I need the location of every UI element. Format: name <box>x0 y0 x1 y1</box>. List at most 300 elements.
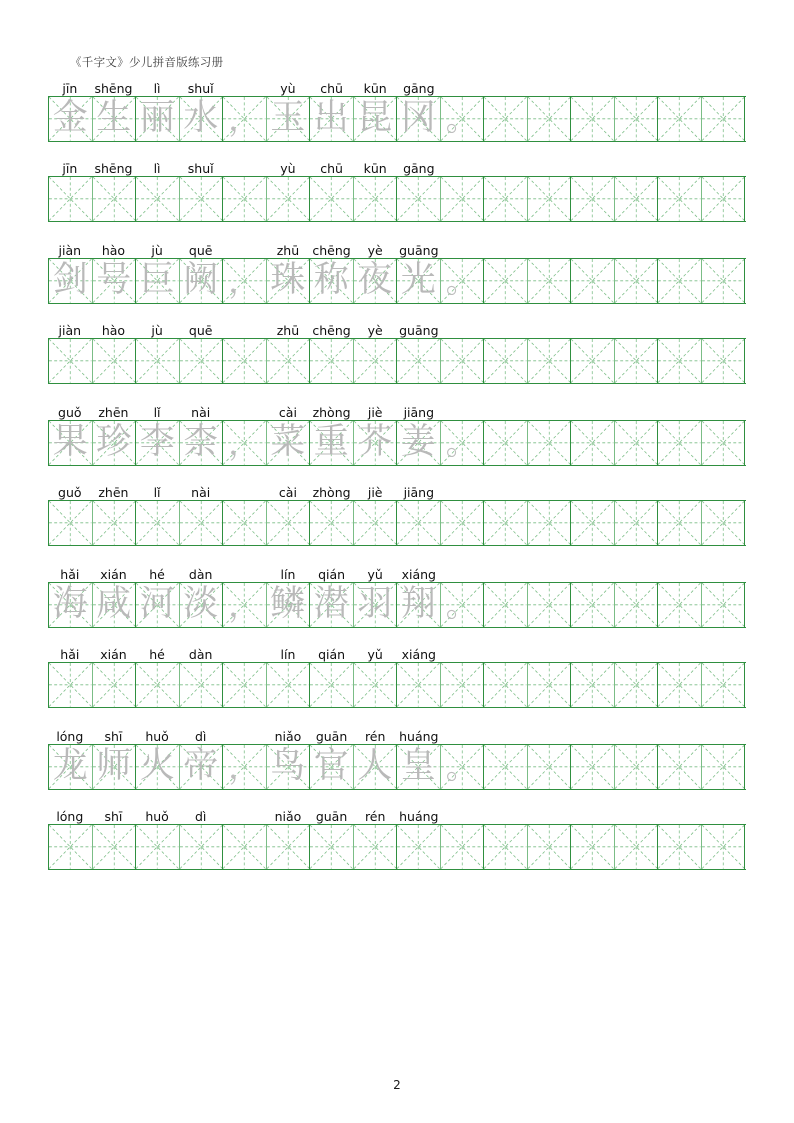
grid-cell[interactable] <box>528 421 572 465</box>
pinyin-syllable: qián <box>318 567 346 582</box>
grid-cell[interactable] <box>310 177 354 221</box>
pinyin-syllable: shuǐ <box>187 161 214 176</box>
traced-character: 龙 <box>52 746 88 787</box>
grid-cell[interactable] <box>93 825 137 869</box>
pinyin-syllable: yè <box>367 323 383 338</box>
practice-block <box>48 560 746 640</box>
grid-cell[interactable] <box>267 501 311 545</box>
grid-cell[interactable] <box>267 745 311 789</box>
traced-punctuation: ， <box>228 585 261 624</box>
grid-cell[interactable] <box>267 825 311 869</box>
pinyin-syllable: shī <box>104 809 123 824</box>
traced-punctuation: ， <box>228 99 261 138</box>
traced-character: 夜 <box>357 260 393 301</box>
grid-cell[interactable] <box>615 339 659 383</box>
grid-cell[interactable] <box>484 663 528 707</box>
pinyin-syllable: yù <box>280 81 296 96</box>
grid-cell[interactable] <box>93 421 137 465</box>
grid-cell[interactable] <box>180 97 224 141</box>
grid-cell[interactable] <box>354 583 398 627</box>
grid-cell[interactable] <box>93 501 137 545</box>
grid-cell[interactable] <box>484 745 528 789</box>
traced-character-row[interactable] <box>48 744 746 790</box>
pinyin-syllable: chū <box>320 161 343 176</box>
pinyin-syllable: yù <box>280 161 296 176</box>
grid-cell[interactable] <box>702 663 746 707</box>
grid-cell[interactable] <box>658 259 702 303</box>
grid-cell[interactable] <box>354 177 398 221</box>
pinyin-syllable: zhēn <box>98 405 129 420</box>
grid-cell[interactable] <box>571 825 615 869</box>
grid-cell[interactable] <box>310 825 354 869</box>
traced-character: 羽 <box>357 584 393 625</box>
pinyin-row <box>48 640 746 662</box>
grid-cell[interactable] <box>267 339 311 383</box>
traced-punctuation: 。 <box>445 585 478 624</box>
grid-cell[interactable] <box>223 825 267 869</box>
grid-cell[interactable] <box>354 339 398 383</box>
grid-cell[interactable] <box>484 501 528 545</box>
grid-cell[interactable] <box>93 259 137 303</box>
grid-cell[interactable] <box>571 745 615 789</box>
practice-block <box>48 722 746 802</box>
grid-cell[interactable] <box>702 97 746 141</box>
practice-block <box>48 802 746 884</box>
grid-cell[interactable] <box>397 825 441 869</box>
pinyin-syllable: jiè <box>367 485 383 500</box>
grid-cell[interactable] <box>615 259 659 303</box>
traced-character: 海 <box>52 584 88 625</box>
traced-character: 鸟 <box>270 746 306 787</box>
grid-cell[interactable] <box>615 825 659 869</box>
grid-cell[interactable] <box>93 339 137 383</box>
page-number: 2 <box>393 1078 401 1092</box>
grid-cell[interactable] <box>702 583 746 627</box>
grid-cell[interactable] <box>49 97 93 141</box>
practice-block <box>48 316 746 398</box>
grid-cell[interactable] <box>615 177 659 221</box>
grid-cell[interactable] <box>93 745 137 789</box>
blank-practice-row[interactable] <box>48 824 746 870</box>
grid-cell[interactable] <box>528 259 572 303</box>
pinyin-syllable: guǒ <box>58 485 82 500</box>
grid-cell[interactable] <box>571 177 615 221</box>
pinyin-row <box>48 74 746 96</box>
grid-cell[interactable] <box>354 259 398 303</box>
traced-character: 火 <box>139 746 175 787</box>
traced-character-row[interactable] <box>48 420 746 466</box>
grid-cell[interactable] <box>658 421 702 465</box>
traced-punctuation: 。 <box>445 747 478 786</box>
pinyin-syllable: lóng <box>56 729 84 744</box>
pinyin-syllable: xián <box>100 647 127 662</box>
pinyin-syllable: cài <box>278 405 297 420</box>
row-spacer <box>48 546 746 560</box>
grid-cell[interactable] <box>180 745 224 789</box>
pinyin-row <box>48 802 746 824</box>
grid-cell[interactable] <box>49 501 93 545</box>
practice-block <box>48 398 746 478</box>
grid-cell[interactable] <box>136 421 180 465</box>
grid-cell[interactable] <box>180 663 224 707</box>
pinyin-syllable: niǎo <box>274 809 302 824</box>
grid-cell[interactable] <box>267 259 311 303</box>
grid-cell[interactable] <box>658 825 702 869</box>
grid-cell[interactable] <box>136 663 180 707</box>
practice-block <box>48 640 746 722</box>
grid-cell[interactable] <box>397 259 441 303</box>
grid-cell[interactable] <box>571 583 615 627</box>
pinyin-syllable: nài <box>191 405 211 420</box>
grid-cell[interactable] <box>441 259 485 303</box>
pinyin-syllable: lì <box>153 161 161 176</box>
grid-cell[interactable] <box>310 339 354 383</box>
grid-cell[interactable] <box>441 663 485 707</box>
blank-practice-row[interactable] <box>48 338 746 384</box>
grid-cell[interactable] <box>223 421 267 465</box>
traced-character: 菜 <box>270 422 306 463</box>
traced-character: 师 <box>96 746 132 787</box>
row-spacer <box>48 142 746 154</box>
grid-cell[interactable] <box>658 501 702 545</box>
row-spacer <box>48 790 746 802</box>
traced-character: 李 <box>139 422 175 463</box>
pinyin-syllable: huǒ <box>145 809 169 824</box>
grid-cell[interactable] <box>441 339 485 383</box>
grid-cell[interactable] <box>180 501 224 545</box>
grid-cell[interactable] <box>223 745 267 789</box>
grid-cell[interactable] <box>354 421 398 465</box>
grid-cell[interactable] <box>310 97 354 141</box>
grid-cell[interactable] <box>484 97 528 141</box>
pinyin-syllable: quē <box>188 243 213 258</box>
row-spacer <box>48 708 746 722</box>
traced-character-row[interactable] <box>48 582 746 628</box>
grid-cell[interactable] <box>49 825 93 869</box>
traced-character: 金 <box>52 98 88 139</box>
traced-character: 剑 <box>52 260 88 301</box>
grid-cell[interactable] <box>702 421 746 465</box>
pinyin-syllable: jiāng <box>403 485 435 500</box>
grid-cell[interactable] <box>310 745 354 789</box>
grid-cell[interactable] <box>441 745 485 789</box>
grid-cell[interactable] <box>310 501 354 545</box>
traced-character: 河 <box>139 584 175 625</box>
traced-character: 帝 <box>183 746 219 787</box>
pinyin-syllable: lín <box>280 647 296 662</box>
grid-cell[interactable] <box>223 97 267 141</box>
grid-cell[interactable] <box>354 501 398 545</box>
pinyin-syllable: chēng <box>312 323 351 338</box>
pinyin-syllable: jiàn <box>58 243 82 258</box>
pinyin-syllable: dì <box>194 809 207 824</box>
pinyin-syllable: gāng <box>403 161 435 176</box>
traced-character: 鳞 <box>270 584 306 625</box>
grid-cell[interactable] <box>223 339 267 383</box>
grid-cell[interactable] <box>658 663 702 707</box>
grid-cell[interactable] <box>223 259 267 303</box>
pinyin-syllable: hǎi <box>60 567 80 582</box>
traced-character: 芥 <box>357 422 393 463</box>
grid-cell[interactable] <box>136 745 180 789</box>
grid-cell[interactable] <box>484 339 528 383</box>
grid-cell[interactable] <box>223 501 267 545</box>
grid-cell[interactable] <box>136 97 180 141</box>
page-header-title: 《千字文》少儿拼音版练习册 <box>70 55 224 69</box>
grid-cell[interactable] <box>267 421 311 465</box>
pinyin-syllable: hǎi <box>60 647 80 662</box>
pinyin-syllable: jīn <box>62 81 78 96</box>
traced-character: 巨 <box>139 260 175 301</box>
pinyin-syllable: dàn <box>188 647 213 662</box>
grid-cell[interactable] <box>223 177 267 221</box>
pinyin-syllable: kūn <box>363 161 387 176</box>
grid-cell[interactable] <box>702 177 746 221</box>
grid-cell[interactable] <box>484 825 528 869</box>
grid-cell[interactable] <box>658 177 702 221</box>
pinyin-syllable: rén <box>364 729 386 744</box>
pinyin-syllable: rén <box>364 809 386 824</box>
grid-cell[interactable] <box>484 259 528 303</box>
traced-character: 官 <box>313 746 349 787</box>
grid-cell[interactable] <box>615 501 659 545</box>
pinyin-syllable: gāng <box>403 81 435 96</box>
row-spacer <box>48 384 746 398</box>
pinyin-syllable: cài <box>278 485 297 500</box>
blank-practice-row[interactable] <box>48 662 746 708</box>
pinyin-syllable: guāng <box>399 243 439 258</box>
grid-cell[interactable] <box>528 583 572 627</box>
traced-punctuation: ， <box>228 261 261 300</box>
grid-cell[interactable] <box>658 339 702 383</box>
traced-character: 姜 <box>400 422 436 463</box>
grid-cell[interactable] <box>615 583 659 627</box>
pinyin-syllable: niǎo <box>274 729 302 744</box>
grid-cell[interactable] <box>702 259 746 303</box>
grid-cell[interactable] <box>180 259 224 303</box>
pinyin-syllable: hào <box>101 323 126 338</box>
traced-character: 出 <box>313 98 349 139</box>
grid-cell[interactable] <box>310 663 354 707</box>
grid-cell[interactable] <box>528 177 572 221</box>
traced-character: 柰 <box>183 422 219 463</box>
traced-character: 生 <box>96 98 132 139</box>
pinyin-syllable: zhū <box>276 243 300 258</box>
grid-cell[interactable] <box>267 583 311 627</box>
traced-character: 人 <box>357 746 393 787</box>
grid-cell[interactable] <box>180 339 224 383</box>
pinyin-syllable: guān <box>315 809 348 824</box>
grid-cell[interactable] <box>354 663 398 707</box>
grid-cell[interactable] <box>397 583 441 627</box>
traced-character: 咸 <box>96 584 132 625</box>
blank-practice-row[interactable] <box>48 176 746 222</box>
grid-cell[interactable] <box>441 583 485 627</box>
traced-character: 淡 <box>183 584 219 625</box>
grid-cell[interactable] <box>571 339 615 383</box>
grid-cell[interactable] <box>702 339 746 383</box>
pinyin-syllable: jù <box>151 243 163 258</box>
traced-character: 潜 <box>313 584 349 625</box>
pinyin-syllable: hé <box>149 647 165 662</box>
grid-cell[interactable] <box>49 583 93 627</box>
grid-cell[interactable] <box>528 663 572 707</box>
grid-cell[interactable] <box>136 825 180 869</box>
pinyin-syllable: huǒ <box>145 729 169 744</box>
grid-cell[interactable] <box>441 501 485 545</box>
grid-cell[interactable] <box>441 177 485 221</box>
grid-cell[interactable] <box>528 97 572 141</box>
grid-cell[interactable] <box>93 97 137 141</box>
pinyin-syllable: guǒ <box>58 405 82 420</box>
grid-cell[interactable] <box>223 663 267 707</box>
pinyin-syllable: chēng <box>312 243 351 258</box>
practice-block <box>48 236 746 316</box>
pinyin-syllable: zhēn <box>98 485 129 500</box>
traced-character: 昆 <box>357 98 393 139</box>
grid-cell[interactable] <box>397 421 441 465</box>
grid-cell[interactable] <box>93 583 137 627</box>
pinyin-syllable: shī <box>104 729 123 744</box>
grid-cell[interactable] <box>571 663 615 707</box>
grid-cell[interactable] <box>397 339 441 383</box>
row-spacer <box>48 870 746 884</box>
grid-cell[interactable] <box>397 745 441 789</box>
grid-cell[interactable] <box>136 501 180 545</box>
grid-cell[interactable] <box>397 177 441 221</box>
traced-character: 号 <box>96 260 132 301</box>
grid-cell[interactable] <box>310 259 354 303</box>
grid-cell[interactable] <box>702 745 746 789</box>
pinyin-syllable: dàn <box>188 567 213 582</box>
grid-cell[interactable] <box>484 583 528 627</box>
grid-cell[interactable] <box>441 825 485 869</box>
traced-punctuation: 。 <box>445 423 478 462</box>
pinyin-syllable: guān <box>315 729 348 744</box>
grid-cell[interactable] <box>136 177 180 221</box>
pinyin-syllable: lì <box>153 81 161 96</box>
pinyin-syllable: guāng <box>399 323 439 338</box>
grid-cell[interactable] <box>397 501 441 545</box>
grid-cell[interactable] <box>528 339 572 383</box>
grid-cell[interactable] <box>136 339 180 383</box>
grid-cell[interactable] <box>702 825 746 869</box>
grid-cell[interactable] <box>615 421 659 465</box>
row-spacer <box>48 466 746 478</box>
grid-cell[interactable] <box>615 745 659 789</box>
grid-cell[interactable] <box>180 421 224 465</box>
grid-cell[interactable] <box>441 97 485 141</box>
traced-character: 水 <box>183 98 219 139</box>
pinyin-row <box>48 398 746 420</box>
practice-block <box>48 478 746 560</box>
grid-cell[interactable] <box>354 745 398 789</box>
grid-cell[interactable] <box>571 501 615 545</box>
blank-practice-row[interactable] <box>48 500 746 546</box>
grid-cell[interactable] <box>441 421 485 465</box>
pinyin-row <box>48 236 746 258</box>
grid-cell[interactable] <box>223 583 267 627</box>
pinyin-syllable: yǔ <box>367 647 383 662</box>
grid-cell[interactable] <box>93 177 137 221</box>
pinyin-syllable: jù <box>151 323 163 338</box>
practice-block <box>48 154 746 236</box>
grid-cell[interactable] <box>49 421 93 465</box>
grid-cell[interactable] <box>354 825 398 869</box>
grid-cell[interactable] <box>180 825 224 869</box>
grid-cell[interactable] <box>310 583 354 627</box>
grid-cell[interactable] <box>571 97 615 141</box>
grid-cell[interactable] <box>571 259 615 303</box>
grid-cell[interactable] <box>136 583 180 627</box>
grid-cell[interactable] <box>49 339 93 383</box>
grid-cell[interactable] <box>397 663 441 707</box>
grid-cell[interactable] <box>310 421 354 465</box>
traced-character: 阙 <box>183 260 219 301</box>
practice-block <box>48 74 746 154</box>
grid-cell[interactable] <box>136 259 180 303</box>
grid-cell[interactable] <box>484 421 528 465</box>
row-spacer <box>48 628 746 640</box>
traced-character-row[interactable] <box>48 96 746 142</box>
pinyin-syllable: hào <box>101 243 126 258</box>
grid-cell[interactable] <box>354 97 398 141</box>
pinyin-syllable: jīn <box>62 161 78 176</box>
pinyin-row <box>48 154 746 176</box>
grid-cell[interactable] <box>658 97 702 141</box>
grid-cell[interactable] <box>49 259 93 303</box>
grid-cell[interactable] <box>658 745 702 789</box>
pinyin-syllable: xiáng <box>401 567 436 582</box>
grid-cell[interactable] <box>267 97 311 141</box>
pinyin-syllable: xiáng <box>401 647 436 662</box>
grid-cell[interactable] <box>528 501 572 545</box>
pinyin-syllable: zhū <box>276 323 300 338</box>
pinyin-syllable: zhòng <box>312 485 351 500</box>
grid-cell[interactable] <box>658 583 702 627</box>
grid-cell[interactable] <box>180 177 224 221</box>
grid-cell[interactable] <box>571 421 615 465</box>
pinyin-syllable: jiè <box>367 405 383 420</box>
grid-cell[interactable] <box>180 583 224 627</box>
grid-cell[interactable] <box>397 97 441 141</box>
pinyin-syllable: yǔ <box>367 567 383 582</box>
grid-cell[interactable] <box>49 745 93 789</box>
grid-cell[interactable] <box>93 663 137 707</box>
traced-character: 珠 <box>270 260 306 301</box>
grid-cell[interactable] <box>528 825 572 869</box>
traced-character: 果 <box>52 422 88 463</box>
grid-cell[interactable] <box>267 177 311 221</box>
grid-cell[interactable] <box>528 745 572 789</box>
grid-cell[interactable] <box>49 177 93 221</box>
pinyin-syllable: qián <box>318 647 346 662</box>
traced-character-row[interactable] <box>48 258 746 304</box>
grid-cell[interactable] <box>49 663 93 707</box>
grid-cell[interactable] <box>484 177 528 221</box>
traced-character: 重 <box>313 422 349 463</box>
grid-cell[interactable] <box>702 501 746 545</box>
grid-cell[interactable] <box>267 663 311 707</box>
traced-punctuation: ， <box>228 423 261 462</box>
pinyin-row <box>48 478 746 500</box>
pinyin-syllable: lín <box>280 567 296 582</box>
pinyin-syllable: huáng <box>399 729 439 744</box>
grid-cell[interactable] <box>615 97 659 141</box>
grid-cell[interactable] <box>615 663 659 707</box>
traced-character: 丽 <box>139 98 175 139</box>
pinyin-syllable: shēng <box>94 81 133 96</box>
